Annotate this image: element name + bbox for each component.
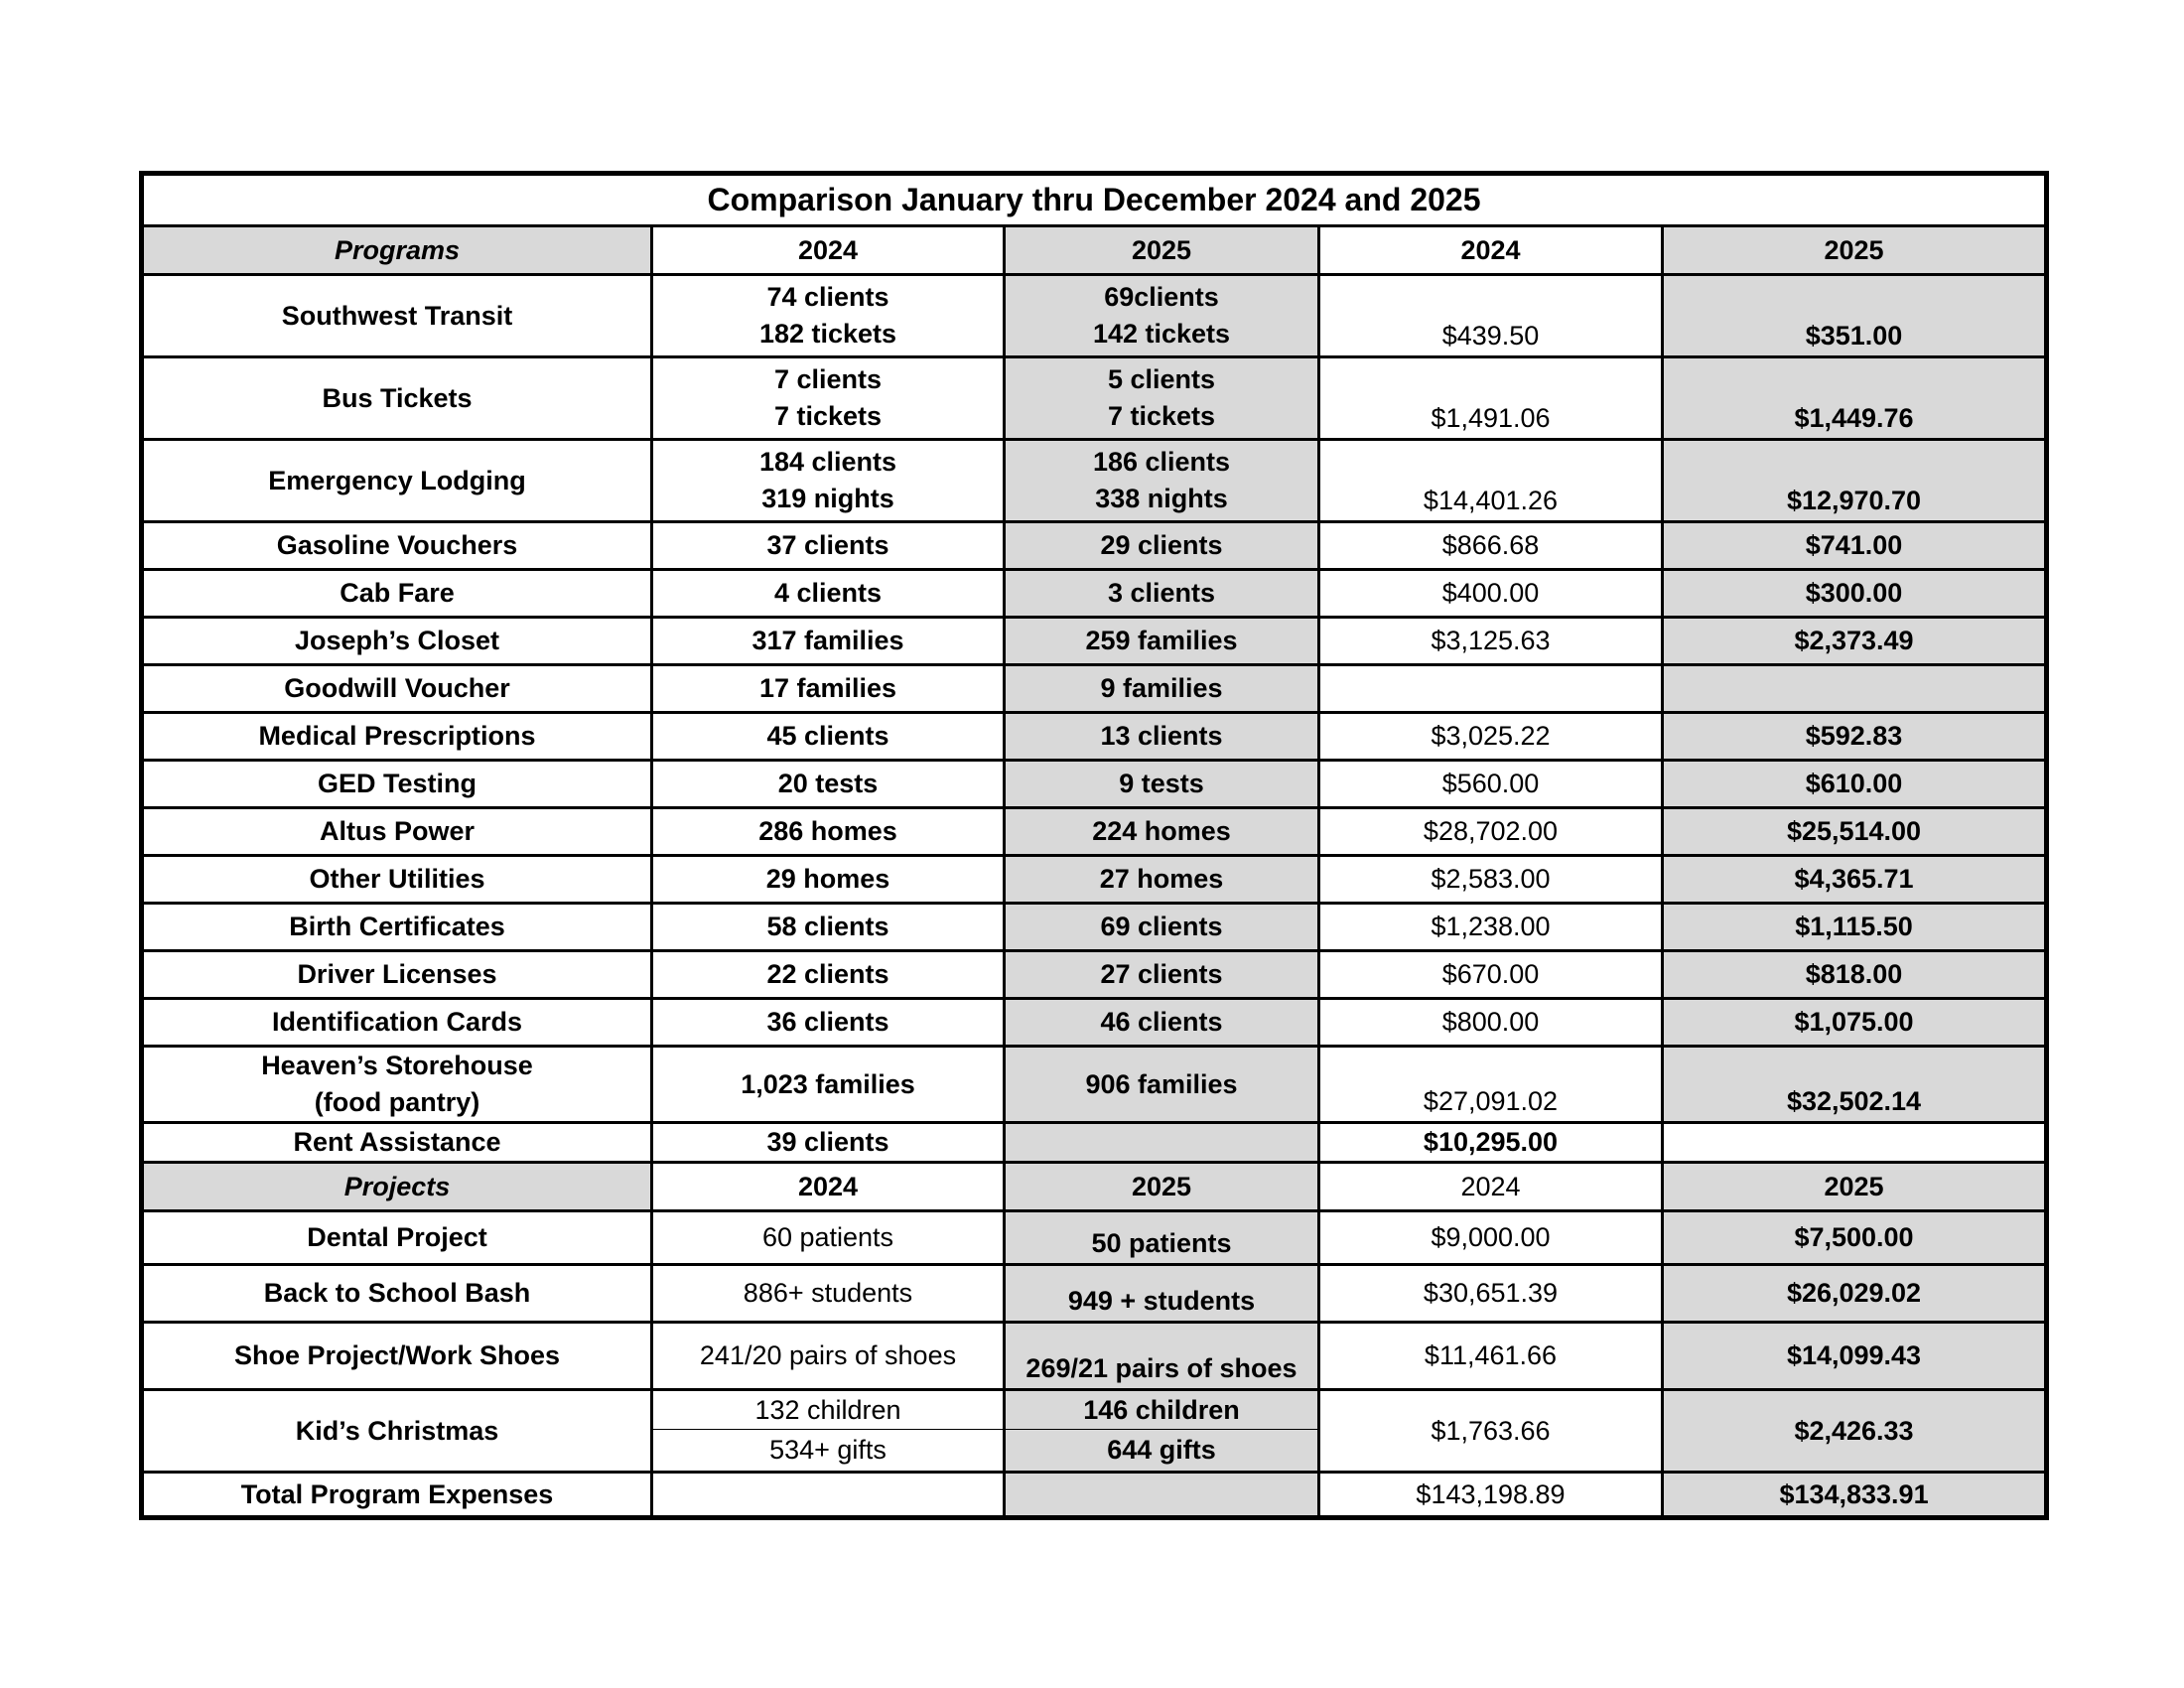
program-count-2025: 69 clients [1005, 904, 1319, 951]
program-count-2024: 286 homes [652, 808, 1005, 856]
program-count-2024 [652, 275, 1005, 357]
title-row [142, 174, 2047, 226]
project-amount-2024: $1,763.66 [1319, 1390, 1663, 1473]
program-name: Identification Cards [142, 999, 652, 1047]
program-name: Rent Assistance [142, 1123, 652, 1163]
project-count-2025: 949 + students [1005, 1265, 1319, 1323]
program-name: Birth Certificates [142, 904, 652, 951]
program-amount-2024 [1319, 665, 1663, 713]
program-count-2024-line-1: 74 clients [766, 282, 889, 312]
program-name: Goodwill Voucher [142, 665, 652, 713]
program-amount-2024: $1,491.06 [1319, 357, 1663, 440]
program-count-2025-line-1: 69clients [1104, 282, 1219, 312]
project-count-2024: 60 patients [652, 1211, 1005, 1265]
program-count-2024-line-2: 7 tickets [773, 401, 883, 431]
program-amount-2024: $670.00 [1319, 951, 1663, 999]
project-amount-2025: $7,500.00 [1663, 1211, 2047, 1265]
program-count-2024-line-1: 184 clients [758, 447, 897, 477]
project-name: Dental Project [142, 1211, 652, 1265]
programs-header-row [142, 226, 2047, 275]
header-count-2025: 2025 [1005, 1163, 1319, 1211]
total-label: Total Program Expenses [142, 1473, 652, 1518]
program-count-2024: 317 families [652, 618, 1005, 665]
program-count-2025: 3 clients [1005, 570, 1319, 618]
program-name-line-1: Heaven’s Storehouse [261, 1051, 533, 1080]
program-row [142, 808, 2047, 856]
program-count-2025 [1005, 1123, 1319, 1163]
project-count-2024: 886+ students [652, 1265, 1005, 1323]
program-count-2025-line-2: 7 tickets [1107, 401, 1216, 431]
program-name: Medical Prescriptions [142, 713, 652, 761]
project-name: Shoe Project/Work Shoes [142, 1323, 652, 1390]
program-count-2024: 17 families [652, 665, 1005, 713]
program-name [142, 1047, 652, 1123]
project-amount-2025: $2,426.33 [1663, 1390, 2047, 1473]
projects-header-row [142, 1163, 2047, 1211]
program-count-2024: 22 clients [652, 951, 1005, 999]
program-amount-2024: $866.68 [1319, 522, 1663, 570]
program-amount-2024: $10,295.00 [1319, 1123, 1663, 1163]
program-name: Emergency Lodging [142, 440, 652, 522]
kids-gifts-2025: 644 gifts [1005, 1430, 1319, 1473]
program-amount-2025: $351.00 [1663, 275, 2047, 357]
program-row [142, 951, 2047, 999]
project-amount-2024: $11,461.66 [1319, 1323, 1663, 1390]
project-row [142, 1323, 2047, 1390]
program-row [142, 665, 2047, 713]
program-count-2025: 9 families [1005, 665, 1319, 713]
program-row [142, 618, 2047, 665]
program-count-2025: 27 clients [1005, 951, 1319, 999]
program-count-2025: 9 tests [1005, 761, 1319, 808]
program-row [142, 904, 2047, 951]
program-amount-2025 [1663, 665, 2047, 713]
program-count-2024: 1,023 families [652, 1047, 1005, 1123]
program-amount-2024: $3,025.22 [1319, 713, 1663, 761]
program-count-2025 [1005, 275, 1319, 357]
program-name: Bus Tickets [142, 357, 652, 440]
program-count-2025-line-1: 5 clients [1107, 364, 1216, 394]
program-count-2025: 29 clients [1005, 522, 1319, 570]
project-name: Kid’s Christmas [142, 1390, 652, 1473]
program-count-2024-line-2: 182 tickets [758, 319, 897, 349]
program-name: Gasoline Vouchers [142, 522, 652, 570]
program-row [142, 761, 2047, 808]
program-row [142, 856, 2047, 904]
header-amount-2025: 2025 [1663, 226, 2047, 275]
program-row [142, 522, 2047, 570]
project-count-2025: 269/21 pairs of shoes [1005, 1323, 1319, 1390]
program-count-2025: 46 clients [1005, 999, 1319, 1047]
project-amount-2024: $9,000.00 [1319, 1211, 1663, 1265]
program-amount-2025 [1663, 1123, 2047, 1163]
header-amount-2025: 2025 [1663, 1163, 2047, 1211]
project-count-2025: 50 patients [1005, 1211, 1319, 1265]
total-empty-2025 [1005, 1473, 1319, 1518]
program-name-line-2: (food pantry) [314, 1087, 480, 1117]
program-comparison-table [139, 171, 2049, 1520]
kids-christmas-row [142, 1390, 2047, 1430]
program-count-2025 [1005, 440, 1319, 522]
program-amount-2025: $741.00 [1663, 522, 2047, 570]
program-name: Altus Power [142, 808, 652, 856]
program-row [142, 275, 2047, 357]
program-amount-2024: $27,091.02 [1319, 1047, 1663, 1123]
program-count-2025: 224 homes [1005, 808, 1319, 856]
program-count-2025 [1005, 357, 1319, 440]
kids-children-2025: 146 children [1005, 1390, 1319, 1430]
section-label: Projects [142, 1163, 652, 1211]
total-row [142, 1473, 2047, 1518]
program-amount-2024: $1,238.00 [1319, 904, 1663, 951]
total-empty-2024 [652, 1473, 1005, 1518]
header-count-2024: 2024 [652, 1163, 1005, 1211]
program-row [142, 357, 2047, 440]
program-name: Southwest Transit [142, 275, 652, 357]
section-label: Programs [142, 226, 652, 275]
program-count-2024: 39 clients [652, 1123, 1005, 1163]
program-amount-2025: $32,502.14 [1663, 1047, 2047, 1123]
program-name: GED Testing [142, 761, 652, 808]
program-count-2025-line-2: 142 tickets [1092, 319, 1231, 349]
program-amount-2025: $1,449.76 [1663, 357, 2047, 440]
program-row [142, 570, 2047, 618]
header-amount-2024: 2024 [1319, 226, 1663, 275]
program-amount-2025: $1,115.50 [1663, 904, 2047, 951]
program-amount-2025: $300.00 [1663, 570, 2047, 618]
header-amount-2024: 2024 [1319, 1163, 1663, 1211]
program-row [142, 713, 2047, 761]
project-name: Back to School Bash [142, 1265, 652, 1323]
project-amount-2024: $30,651.39 [1319, 1265, 1663, 1323]
program-count-2024: 37 clients [652, 522, 1005, 570]
program-count-2025-line-2: 338 nights [1095, 484, 1228, 513]
program-amount-2025: $610.00 [1663, 761, 2047, 808]
project-row [142, 1265, 2047, 1323]
program-count-2024 [652, 357, 1005, 440]
program-count-2025-line-1: 186 clients [1092, 447, 1231, 477]
program-count-2024 [652, 440, 1005, 522]
kids-children-2024: 132 children [652, 1390, 1005, 1430]
program-amount-2025: $818.00 [1663, 951, 2047, 999]
program-name: Cab Fare [142, 570, 652, 618]
program-name: Other Utilities [142, 856, 652, 904]
program-count-2024: 20 tests [652, 761, 1005, 808]
program-name: Driver Licenses [142, 951, 652, 999]
program-count-2025: 13 clients [1005, 713, 1319, 761]
table-body [142, 174, 2047, 1518]
program-count-2025: 906 families [1005, 1047, 1319, 1123]
program-count-2024: 58 clients [652, 904, 1005, 951]
program-amount-2024: $14,401.26 [1319, 440, 1663, 522]
program-amount-2025: $2,373.49 [1663, 618, 2047, 665]
total-amount-2025: $134,833.91 [1663, 1473, 2047, 1518]
program-amount-2025: $4,365.71 [1663, 856, 2047, 904]
header-count-2024: 2024 [652, 226, 1005, 275]
project-count-2024: 241/20 pairs of shoes [652, 1323, 1005, 1390]
program-amount-2024: $560.00 [1319, 761, 1663, 808]
program-count-2024: 29 homes [652, 856, 1005, 904]
program-row [142, 999, 2047, 1047]
program-count-2024: 45 clients [652, 713, 1005, 761]
program-amount-2025: $592.83 [1663, 713, 2047, 761]
program-amount-2024: $3,125.63 [1319, 618, 1663, 665]
program-row [142, 1123, 2047, 1163]
kids-gifts-2024: 534+ gifts [652, 1430, 1005, 1473]
project-amount-2025: $14,099.43 [1663, 1323, 2047, 1390]
program-count-2025: 27 homes [1005, 856, 1319, 904]
header-count-2025: 2025 [1005, 226, 1319, 275]
program-amount-2025: $12,970.70 [1663, 440, 2047, 522]
program-row [142, 1047, 2047, 1123]
program-amount-2024: $800.00 [1319, 999, 1663, 1047]
project-amount-2025: $26,029.02 [1663, 1265, 2047, 1323]
program-amount-2024: $28,702.00 [1319, 808, 1663, 856]
table-title: Comparison January thru December 2024 and 2025 [142, 174, 2047, 226]
program-amount-2025: $1,075.00 [1663, 999, 2047, 1047]
program-row [142, 440, 2047, 522]
program-amount-2024: $2,583.00 [1319, 856, 1663, 904]
program-count-2024-line-2: 319 nights [761, 484, 894, 513]
program-amount-2024: $439.50 [1319, 275, 1663, 357]
total-amount-2024: $143,198.89 [1319, 1473, 1663, 1518]
program-count-2024: 4 clients [652, 570, 1005, 618]
program-count-2024: 36 clients [652, 999, 1005, 1047]
program-amount-2025: $25,514.00 [1663, 808, 2047, 856]
program-name: Joseph’s Closet [142, 618, 652, 665]
program-count-2025: 259 families [1005, 618, 1319, 665]
project-row [142, 1211, 2047, 1265]
program-amount-2024: $400.00 [1319, 570, 1663, 618]
program-count-2024-line-1: 7 clients [773, 364, 883, 394]
